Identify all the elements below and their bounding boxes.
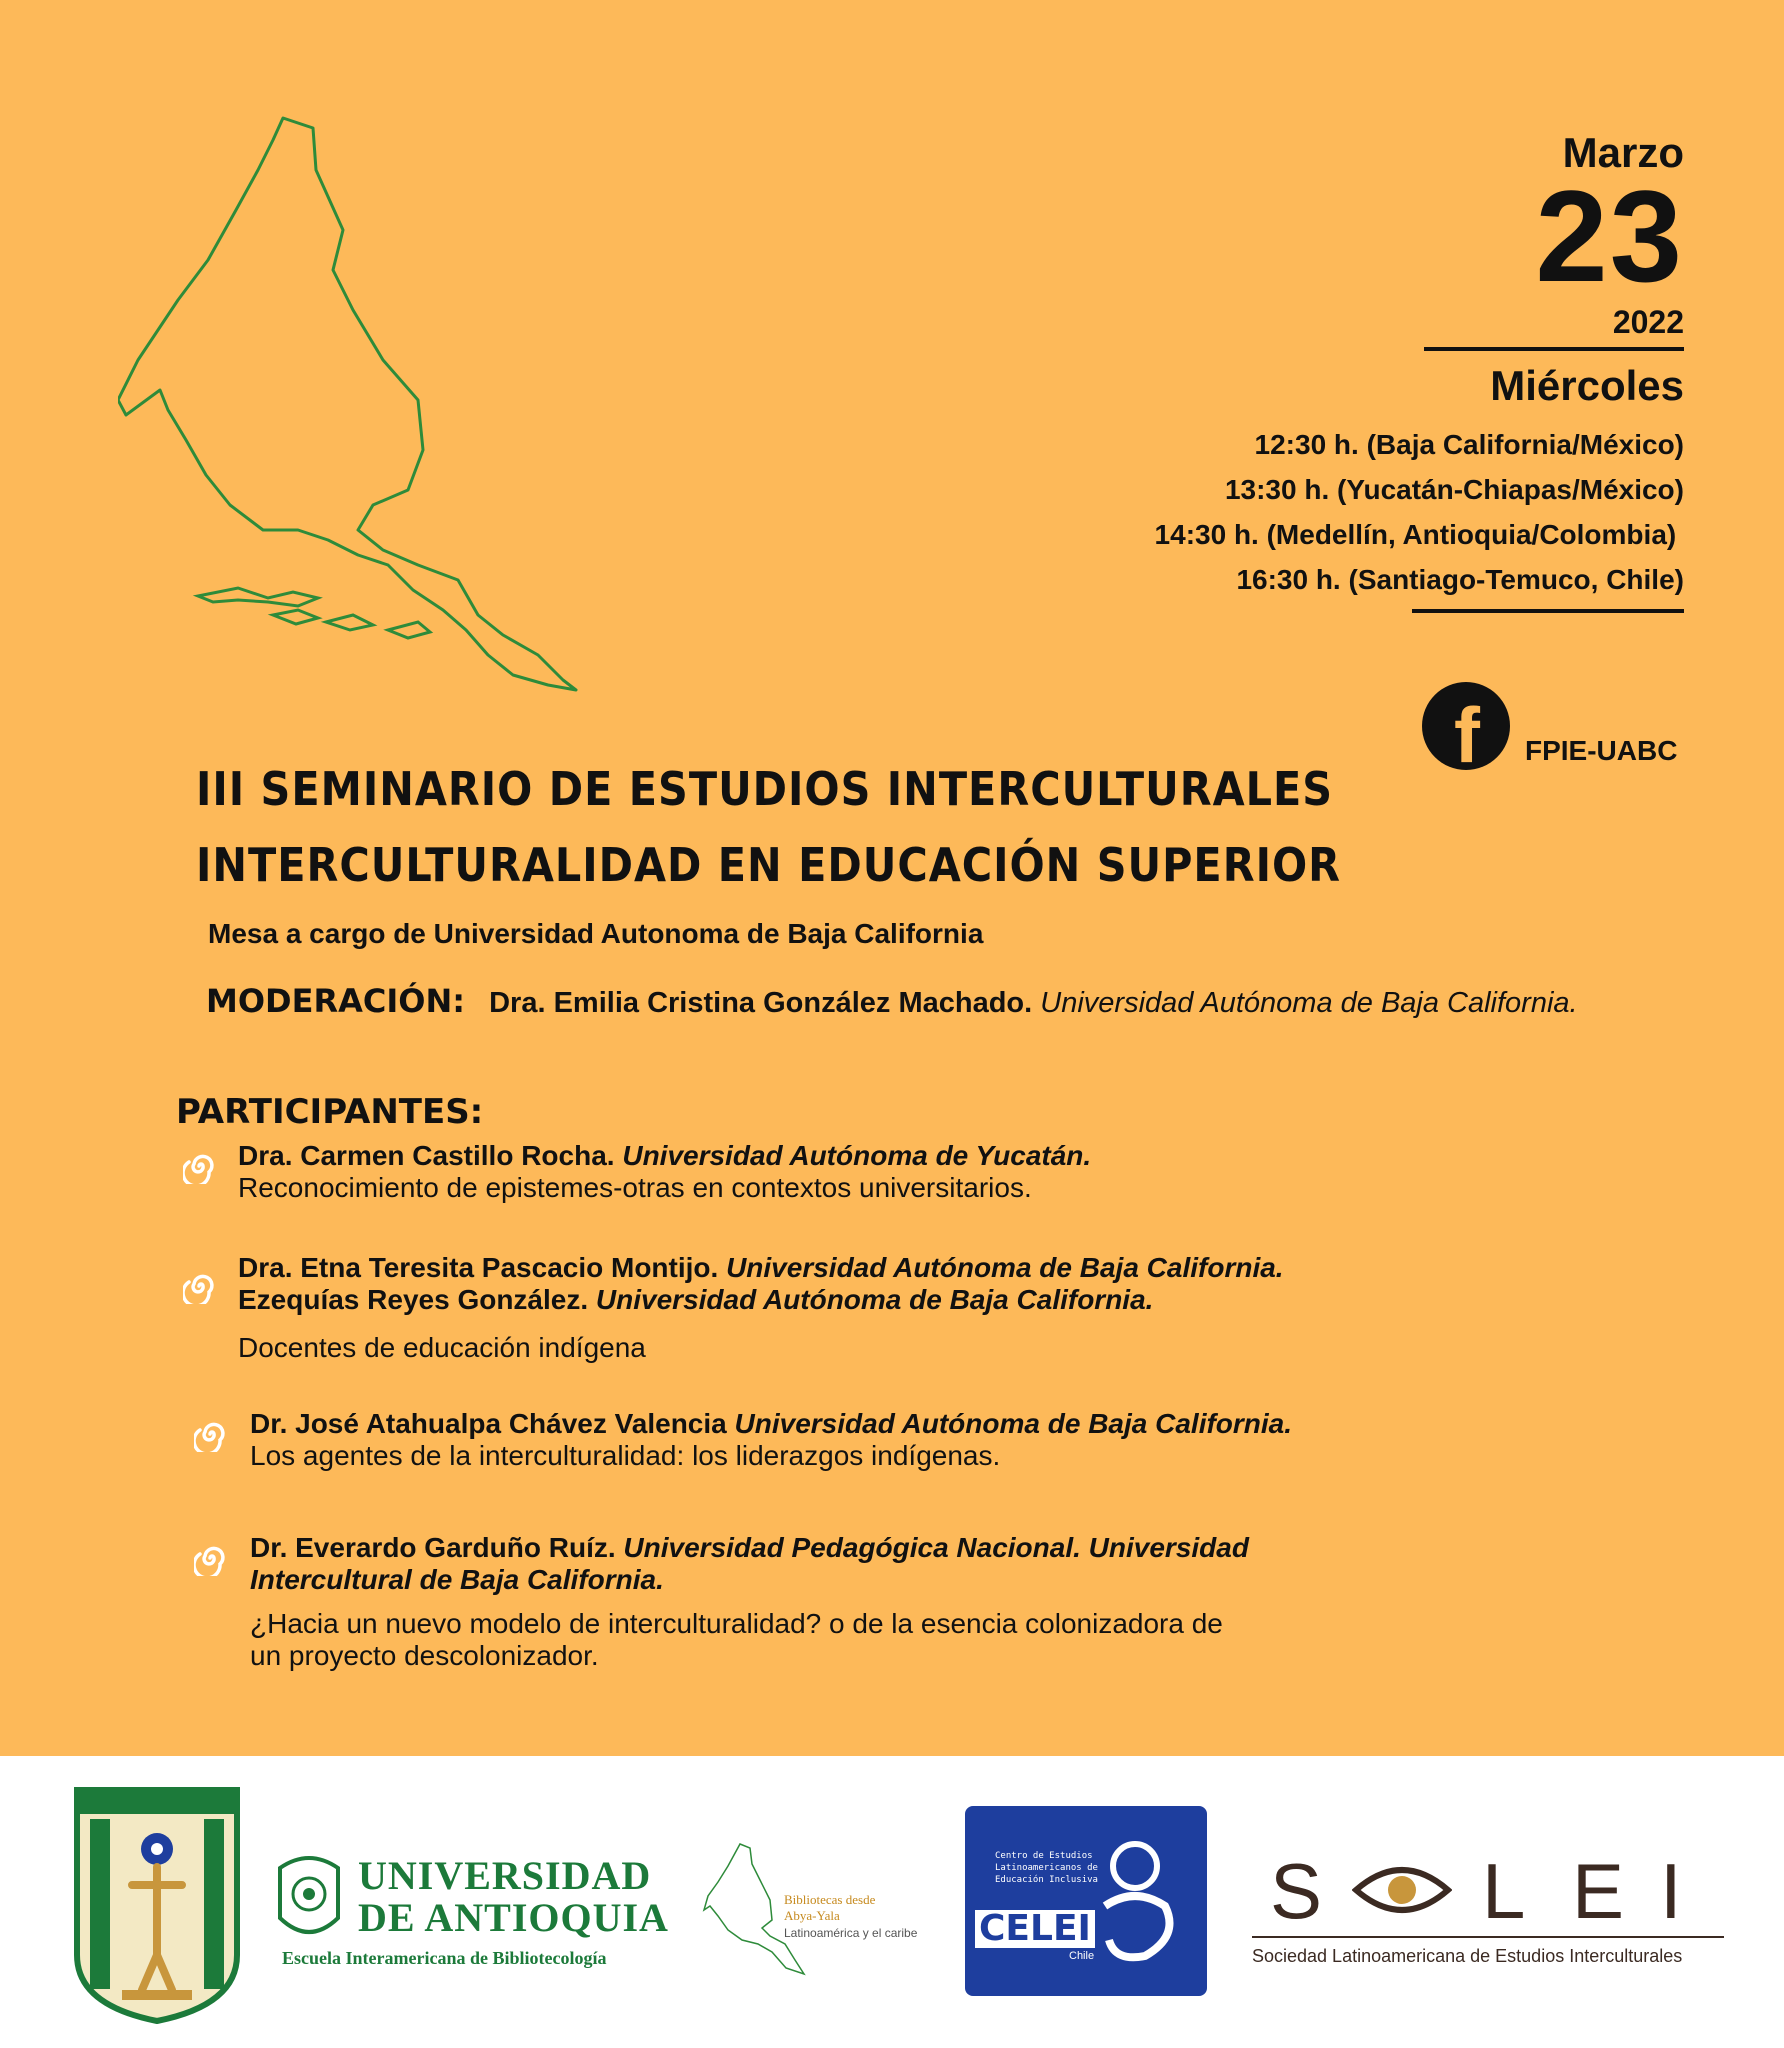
- celei-description: Centro de Estudios Latinoamericanos de Educación Inclusiva: [995, 1851, 1098, 1885]
- celei-country: Chile: [1069, 1950, 1095, 1962]
- bibliotecas-subtitle: Latinoamérica y el caribe: [784, 1926, 918, 1940]
- udea-name-line2: DE ANTIOQUIA: [358, 1895, 669, 1940]
- udea-seal-logo: [270, 1848, 348, 1948]
- participants-label: PARTICIPANTES:: [176, 1092, 484, 1132]
- solei-logo: [1270, 1847, 1690, 1935]
- celei-logo: [965, 1806, 1207, 1996]
- event-date: [1535, 130, 1684, 344]
- spiral-bullet-icon: [183, 1268, 219, 1304]
- abya-yala-map-outline: [118, 110, 618, 700]
- udea-school: Escuela Interamericana de Bibliotecología: [282, 1948, 607, 1968]
- participant-name: Dr. Everardo Garduño Ruíz.: [250, 1532, 616, 1563]
- bibliotecas-title: [784, 1892, 875, 1924]
- divider-top: [1424, 347, 1684, 351]
- solei-letter: S: [1270, 1847, 1323, 1935]
- moderation: [206, 982, 1578, 1020]
- date-year: 2022: [1612, 304, 1684, 340]
- eye-icon: [1352, 1860, 1452, 1920]
- participant-name: Ezequías Reyes González.: [238, 1284, 589, 1315]
- bibliotecas-title-line2: Abya-Yala: [784, 1908, 840, 1923]
- schedule-time: 16:30 h. (Santiago-Temuco, Chile): [1236, 564, 1684, 595]
- participant-institution: Universidad Autónoma de Baja California.: [734, 1408, 1293, 1439]
- participant-topic: un proyecto descolonizador.: [250, 1640, 599, 1671]
- participant-topic: Los agentes de la interculturalidad: los liderazgos indígenas.: [250, 1440, 1001, 1471]
- celei-acronym: CELEI: [975, 1910, 1095, 1948]
- spiral-bullet-icon: [183, 1148, 219, 1184]
- date-weekday: Miércoles: [1490, 362, 1684, 409]
- solei-letter: E: [1572, 1847, 1625, 1935]
- schedule-time: 14:30 h. (Medellín, Antioquia/Colombia): [1154, 519, 1684, 550]
- uabc-shield-logo: [72, 1785, 242, 2025]
- schedule-time: 12:30 h. (Baja California/México): [1254, 429, 1684, 460]
- facebook-icon[interactable]: f: [1422, 682, 1510, 770]
- moderator-institution: Universidad Autónoma de Baja California.: [1040, 987, 1578, 1019]
- solei-subtitle: Sociedad Latinoamericana de Estudios Interculturales: [1252, 1946, 1683, 1966]
- seminar-subtitle: INTERCULTURALIDAD EN EDUCACIÓN SUPERIOR: [196, 838, 1341, 892]
- participant-name: Dra. Carmen Castillo Rocha.: [238, 1140, 615, 1171]
- participant-name: Dra. Etna Teresita Pascacio Montijo.: [238, 1252, 719, 1283]
- participant-item: [238, 1252, 1284, 1364]
- moderator-name: Dra. Emilia Cristina González Machado.: [489, 987, 1033, 1019]
- divider-bottom: [1412, 609, 1684, 613]
- celei-figure-icon: [1085, 1836, 1185, 1966]
- seminar-title: III SEMINARIO DE ESTUDIOS INTERCULTURALES: [196, 762, 1334, 816]
- schedule-times: [1155, 422, 1684, 602]
- participant-item: [238, 1140, 1091, 1204]
- spiral-bullet-icon: [194, 1416, 230, 1452]
- spiral-bullet-icon: [194, 1540, 230, 1576]
- udea-name-line1: UNIVERSIDAD: [358, 1853, 652, 1898]
- date-day: 23: [1535, 163, 1684, 309]
- participant-topic: Docentes de educación indígena: [238, 1332, 646, 1363]
- participant-item: [250, 1408, 1292, 1472]
- participant-institution: Universidad Pedagógica Nacional. Universidad: [623, 1532, 1249, 1563]
- participant-topic: ¿Hacia un nuevo modelo de interculturalidad? o de la esencia colonizadora de: [250, 1608, 1223, 1639]
- solei-divider: [1252, 1936, 1724, 1938]
- participant-institution: Universidad Autónoma de Yucatán.: [622, 1140, 1092, 1171]
- bibliotecas-title-line1: Bibliotecas desde: [784, 1892, 876, 1907]
- participant-institution: Intercultural de Baja California.: [250, 1564, 664, 1595]
- participant-name: Dr. José Atahualpa Chávez Valencia: [250, 1408, 727, 1439]
- solei-letter: L: [1482, 1847, 1526, 1935]
- participant-institution: Universidad Autónoma de Baja California.: [595, 1284, 1154, 1315]
- solei-letter: I: [1660, 1847, 1682, 1935]
- participant-item: [250, 1532, 1249, 1672]
- moderation-label: MODERACIÓN:: [206, 982, 466, 1020]
- participant-institution: Universidad Autónoma de Baja California.: [726, 1252, 1284, 1283]
- schedule-time: 13:30 h. (Yucatán-Chiapas/México): [1224, 474, 1684, 505]
- date-month: Marzo: [1562, 129, 1684, 176]
- facebook-handle[interactable]: FPIE-UABC: [1525, 735, 1678, 766]
- udea-name: [358, 1855, 669, 1939]
- mesa-text: Mesa a cargo de Universidad Autonoma de Baja California: [208, 918, 984, 949]
- participant-topic: Reconocimiento de epistemes-otras en contextos universitarios.: [238, 1172, 1032, 1203]
